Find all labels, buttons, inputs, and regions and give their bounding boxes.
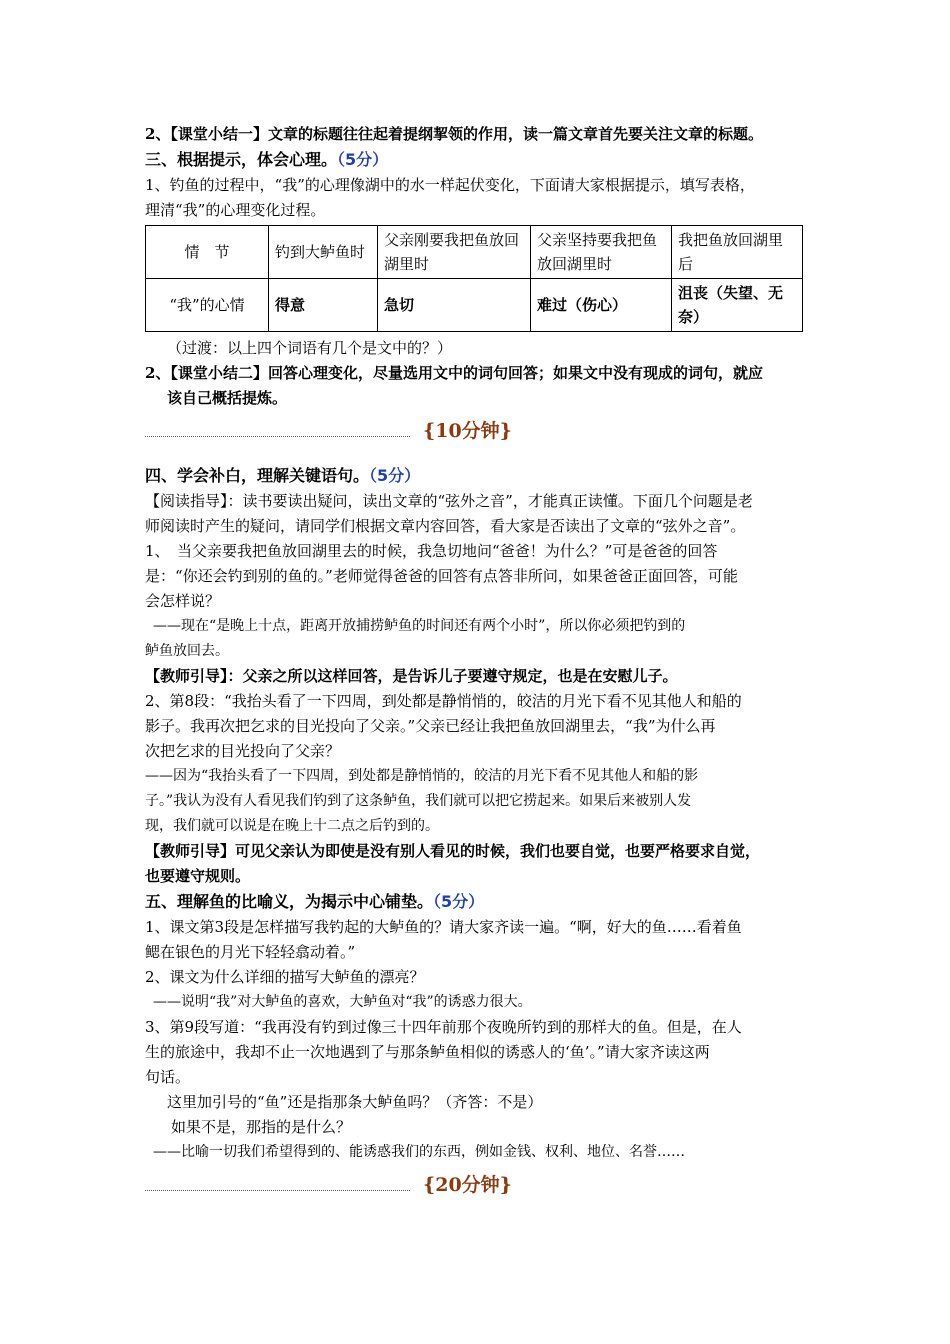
section-5-answer-2: ——说明“我”对大鲈鱼的喜欢，大鲈鱼对“我”的诱惑力很大。: [153, 994, 532, 1010]
section-5-score: （5分）: [433, 892, 485, 911]
table-cell: 父亲坚持要我把鱼放回湖里时: [531, 226, 672, 279]
dotted-rule: [145, 1190, 410, 1191]
section-5-heading: [145, 889, 817, 915]
classroom-summary-2-line-1: 2、【课堂小结二】回答心理变化，尽量选用文中的词句回答；如果文中没有现成的词句，就应: [145, 364, 763, 382]
time-divider-2: [145, 1169, 817, 1197]
section-3-score: （5分）: [337, 150, 389, 169]
table-cell: 我把鱼放回湖里后: [672, 226, 803, 279]
section-5-question-1-line-2: 鳃在银色的月光下轻轻翕动着。”: [145, 943, 356, 961]
reading-guide-line-1: 【阅读指导】：读书要读出疑问，读出文章的“弦外之音”，才能真正读懂。下面几个问题是老: [145, 492, 753, 510]
classroom-summary-1: 2、【课堂小结一】文章的标题往往起着提纲挈领的作用，读一篇文章首先要关注文章的标题。: [145, 125, 763, 143]
teacher-guidance-2-line-2: 也要遵守规则。: [145, 867, 251, 885]
section-5-question-4: 这里加引号的“鱼”还是指那条大鲈鱼吗？（齐答：不是）: [167, 1093, 543, 1111]
section-4-question-2-line-3: 次把乞求的目光投向了父亲？: [145, 742, 341, 760]
section-4-title: 四、学会补白，理解关键语句。: [145, 466, 370, 485]
table-cell: 情 节: [146, 226, 269, 279]
section-4-question-1-line-3: 会怎样说？: [145, 592, 221, 610]
time-marker: {10分钟}: [423, 420, 512, 442]
section-4-question-1-line-2: 是：“你还会钓到别的鱼的。”老师觉得爸爸的回答有点答非所问，如果爸爸正面回答，可能: [145, 567, 738, 585]
classroom-summary-2-line-2: 该自己概括提炼。: [167, 389, 288, 407]
section-5-question-3-line-3: 句话。: [145, 1068, 191, 1086]
table-cell: 沮丧（失望、无奈）: [672, 279, 803, 332]
section-3-title: 三、根据提示，体会心理。: [145, 150, 338, 169]
section-4-answer-1-line-2: 鲈鱼放回去。: [145, 643, 229, 659]
section-3-question-1-line-2: 理清“我”的心理变化过程。: [145, 201, 326, 219]
table-cell: 难过（伤心）: [531, 279, 672, 332]
section-5-title: 五、理解鱼的比喻义，为揭示中心铺垫。: [145, 892, 434, 911]
mood-table: [145, 225, 803, 332]
mood-table-answer-row: [146, 279, 803, 332]
section-5-question-1-line-1: 1、课文第3段是怎样描写我钓起的大鲈鱼的？请大家齐读一遍。“啊，好大的鱼……看着鱼: [145, 918, 742, 936]
dotted-rule: [145, 436, 410, 437]
section-4-answer-2-line-3: 现，我们就可以说是在晚上十二点之后钓到的。: [145, 818, 439, 834]
table-cell: 急切: [378, 279, 531, 332]
time-divider-1: [145, 415, 817, 443]
section-3-heading: [145, 147, 817, 173]
teacher-guidance-1: 【教师引导】：父亲之所以这样回答，是告诉儿子要遵守规定，也是在安慰儿子。: [145, 667, 678, 685]
section-4-answer-2-line-1: ——因为“我抬头看了一下四周，到处都是静悄悄的，皎洁的月光下看不见其他人和船的影: [145, 768, 699, 784]
document-content: [145, 122, 817, 1203]
time-marker: {20分钟}: [423, 1174, 512, 1196]
table-cell: 钓到大鲈鱼时: [269, 226, 378, 279]
section-5-answer-5: ——比喻一切我们希望得到的、能诱惑我们的东西，例如金钱、权利、地位、名誉……: [153, 1144, 685, 1160]
table-cell: 得意: [269, 279, 378, 332]
section-4-heading: [145, 463, 817, 489]
mood-table-header-row: [146, 226, 803, 279]
section-5-question-3-line-2: 生的旅途中，我却不止一次地遇到了与那条鲈鱼相似的诱惑人的‘鱼’。”请大家齐读这两: [145, 1043, 710, 1061]
section-4-question-2-line-1: 2、第8段：“我抬头看了一下四周，到处都是静悄悄的，皎洁的月光下看不见其他人和船的: [145, 692, 742, 710]
section-5-question-5: 如果不是，那指的是什么？: [171, 1118, 352, 1136]
section-5-question-3-line-1: 3、第9段写道：“我再没有钓到过像三十四年前那个夜晚所钓到的那样大的鱼。但是，在人: [145, 1018, 742, 1036]
table-cell: 父亲刚要我把鱼放回湖里时: [378, 226, 531, 279]
table-cell: “我”的心情: [146, 279, 269, 332]
section-4-question-1-line-1: 1、 当父亲要我把鱼放回湖里去的时候，我急切地问“爸爸！为什么？”可是爸爸的回答: [145, 542, 718, 560]
reading-guide-line-2: 师阅读时产生的疑问，请同学们根据文章内容回答，看大家是否读出了文章的“弦外之音”。: [145, 517, 746, 535]
teacher-guidance-2-line-1: 【教师引导】可见父亲认为即使是没有别人看见的时候，我们也要自觉，也要严格要求自觉，: [145, 842, 761, 860]
section-4-answer-1-line-1: ——现在“是晚上十点，距离开放捕捞鲈鱼的时间还有两个小时”，所以你必须把钓到的: [153, 618, 686, 634]
section-4-answer-2-line-2: 子。”我认为没有人看见我们钓到了这条鲈鱼，我们就可以把它捞起来。如果后来被别人发: [145, 793, 692, 809]
section-5-question-2: 2、课文为什么详细的描写大鲈鱼的漂亮？: [145, 968, 425, 986]
section-4-question-2-line-2: 影子。我再次把乞求的目光投向了父亲。”父亲已经让我把鱼放回湖里去，“我”为什么再: [145, 717, 716, 735]
section-4-score: （5分）: [369, 466, 421, 485]
section-3-question-1-line-1: 1、钓鱼的过程中，“我”的心理像湖中的水一样起伏变化，下面请大家根据提示，填写表格，: [145, 176, 755, 194]
transition-note: （过渡：以上四个词语有几个是文中的？）: [167, 339, 453, 357]
